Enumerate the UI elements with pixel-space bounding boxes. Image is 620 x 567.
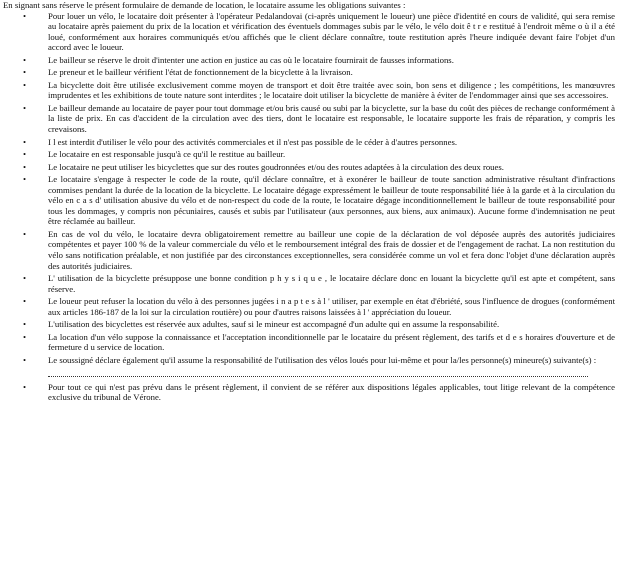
intro-paragraph: En signant sans réserve le présent formulaire de demande de location, le locataire assume les obligations suivantes : [3,0,406,10]
rule-refusal: • Le loueur peut refuser la location du vélo à des personnes jugées i n a p t e s à l ' utiliser, par exemple en état d'ébriété, sous l'influence de drogues (conformément aux articles 186-187 de la loi sur la circulation routière) ou pour d'autres raisons laissées à l ' appréciation du loueur. [48,296,615,317]
rule-false-information: • Le bailleur se réserve le droit d'intenter une action en justice au cas où le locataire fournirait de fausses informations. [48,55,615,66]
rule-condition-check: • Le preneur et le bailleur vérifient l'état de fonctionnement de la bicyclette à la livraison. [48,67,615,78]
rule-traffic-code: • Le locataire s'engage à respecter le code de la route, qu'il déclare connaître, et à exonérer le bailleur de toute sanction administrative résultant d'infractions commises pendant la durée de la location de la bicyclette. Le locataire dégage expressément le bailleur de toute responsabilité liée à la garde et à la circulation du vélo en c a s d' utilisation abusive du vélo et de non-respect du code de la route, le locataire dégage inconditionnellement le bailleur de toute responsabilité pour tous les dommages, y compris non pécuniaires, causés et subis par l'utilisateur (aux personnes, aux biens, aux animaux). Aucune forme d'indemnisation ne peut être réclamée au bailleur. [48,174,615,227]
minors-declaration-text: Le soussigné déclare également qu'il assume la responsabilité de l'utilisation des vélos loués pour lui-même et pour la/les personne(s) mineure(s) suivante(s) : [48,354,597,365]
rule-jurisdiction: • Pour tout ce qui n'est pas prévu dans le présent règlement, il convient de se référer aux dispositions légales applicables, tout litige relevant de la compétence exclusive du tribunal de Vérone. [48,382,615,403]
rental-terms-document [3,0,615,405]
rule-no-commercial-use: • I l est interdit d'utiliser le vélo pour des activités commerciales et il n'est pas possible de le céder à d'autres personnes. [48,137,615,148]
obligations-list [3,11,615,403]
rule-identity-return: • Pour louer un vélo, le locataire doit présenter à l'opérateur Pedalandovai (ci-après uniquement le loueur) une pièce d'identité en cours de validité, qui sera remise au locataire après paiement du prix de la location et vérification des éventuels dommages subis par le vélo, le vélo doit ê t r e restitué à l'endroit même o ù il a été loué, conformément aux horaires communiqués et/ou affichés que le client déclare connaître, toute restitution après l'heure indiquée devant faire l'objet d'un accord avec le loueur. [48,11,615,53]
rule-road-types: • Le locataire ne peut utiliser les bicyclettes que sur des routes goudronnées et/ou des routes adaptées à la circulation des deux roues. [48,162,615,173]
rule-acceptance: • La location d'un vélo suppose la connaissance et l'acceptation inconditionnelle par le locataire du présent règlement, des tarifs et d e s horaires d'ouverture et de fermeture d u service de location. [48,332,615,353]
rule-theft: • En cas de vol du vélo, le locataire devra obligatoirement remettre au bailleur une copie de la déclaration de vol déposée auprès des autorités judiciaires compétentes et payer 100 % de la valeur commerciale du vélo et le remboursement intégral des frais de dossier et de l'engagement de rachat. La non restitution du vélo sans notification préalable, et non justifiée par des circonstances exceptionnelles, sera considérée comme un vol et fera donc l'objet d'une déclaration auprès des autorités judiciaires. [48,229,615,271]
rule-responsibility-until-return: • Le locataire en est responsable jusqu'à ce qu'il le restitue au bailleur. [48,149,615,160]
rule-usage-care: • La bicyclette doit être utilisée exclusivement comme moyen de transport et doit être traitée avec soin, bon sens et diligence ; les compétitions, les manœuvres imprudentes et les exhibitions de toute nature sont interdites ; le locataire doit utiliser la bicyclette de manière à éviter de l'endommager ainsi que ses accessoires. [48,80,615,101]
rule-physical-condition: • L' utilisation de la bicyclette présuppose une bonne condition p h y s i q u e , le locataire déclare donc en louant la bicyclette qu'il est apte et compétent, sans réserve. [48,273,615,294]
rule-damage-payment: • Le bailleur demande au locataire de payer pour tout dommage et/ou bris causé ou subi par la bicyclette, sur la base du coût des pièces de rechange conformément à la liste de prix. En cas d'accident de la circulation avec des tiers, dont le locataire est responsable, le locataire supporte les frais de réparation, y compris les crevaisons. [48,103,615,135]
rule-adults-only: • L'utilisation des bicyclettes est réservée aux adultes, sauf si le mineur est accompagné d'un adulte qui en assume la responsabilité. [48,319,615,330]
rule-minors-declaration [48,355,615,377]
minors-names-fill-line[interactable] [48,369,588,377]
